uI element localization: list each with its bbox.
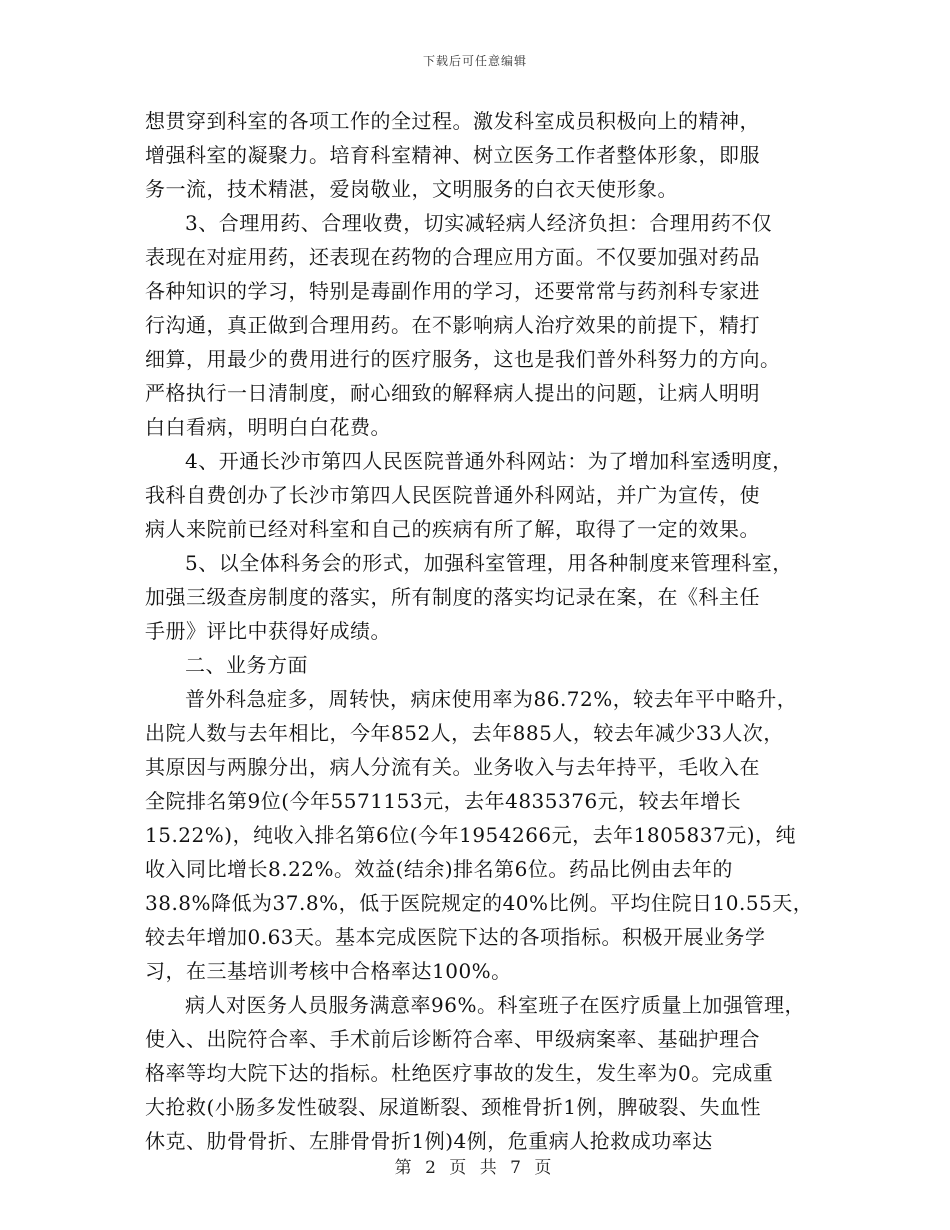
text-line: 手册》评比中获得好成绩。 xyxy=(145,619,391,643)
text-line: 各种知识的学习，特别是毒副作用的学习，还要常常与药剂科专家进 xyxy=(145,279,760,303)
text-line: 其原因与两腺分出，病人分流有关。业务收入与去年持平，毛收入在 xyxy=(145,755,760,779)
text-line: 格率等均大院下达的指标。杜绝医疗事故的发生，发生率为0。完成重 xyxy=(145,1061,774,1085)
text-line: 病人来院前已经对科室和自己的疾病有所了解，取得了一定的效果。 xyxy=(145,517,760,541)
text-line: 5、以全体科务会的形式，加强科室管理，用各种制度来管理科室， xyxy=(185,551,793,575)
text-line: 使入、出院符合率、手术前后诊断符合率、甲级病案率、基础护理合 xyxy=(145,1027,760,1051)
text-line: 病人对医务人员服务满意率96%。科室班子在医疗质量上加强管理， xyxy=(185,993,805,1017)
text-line: 想贯穿到科室的各项工作的全过程。激发科室成员积极向上的精神， xyxy=(145,109,760,133)
text-line: 全院排名第9位(今年5571153元，去年4835376元，较去年增长 xyxy=(145,789,742,813)
text-line: 出院人数与去年相比，今年852人，去年885人，较去年减少33人次， xyxy=(145,721,784,745)
text-line: 加强三级查房制度的落实，所有制度的落实均记录在案，在《科主任 xyxy=(145,585,760,609)
text-line: 我科自费创办了长沙市第四人民医院普通外科网站，并广为宣传，使 xyxy=(145,483,760,507)
text-line: 普外科急症多，周转快，病床使用率为86.72%，较去年平中略升， xyxy=(185,687,798,711)
text-line: 增强科室的凝聚力。培育科室精神、树立医务工作者整体形象，即服 xyxy=(145,143,760,167)
document-body xyxy=(145,104,835,1158)
text-line: 务一流，技术精湛，爱岗敬业，文明服务的白衣天使形象。 xyxy=(145,177,678,201)
text-line: 较去年增加0.63天。基本完成医院下达的各项指标。积极开展业务学 xyxy=(145,925,766,949)
text-line: 表现在对症用药，还表现在药物的合理应用方面。不仅要加强对药品 xyxy=(145,245,760,269)
text-line: 休克、肋骨骨折、左腓骨骨折1例)4例，危重病人抢救成功率达 xyxy=(145,1129,713,1153)
text-line: 38.8%降低为37.8%，低于医院规定的40%比例。平均住院日10.55天， xyxy=(145,891,814,915)
text-line: 大抢救(小肠多发性破裂、尿道断裂、颈椎骨折1例，脾破裂、失血性 xyxy=(145,1095,762,1119)
text-line: 习，在三基培训考核中合格率达100%。 xyxy=(145,959,512,983)
text-line: 15.22%)，纯收入排名第6位(今年1954266元，去年1805837元)，纯 xyxy=(145,823,797,847)
text-line: 严格执行一日清制度，耐心细致的解释病人提出的问题，让病人明明 xyxy=(145,381,760,405)
text-line: 细算，用最少的费用进行的医疗服务，这也是我们普外科努力的方向。 xyxy=(145,347,781,371)
text-line: 收入同比增长8.22%。效益(结余)排名第6位。药品比例由去年的 xyxy=(145,857,733,881)
text-line: 二、业务方面 xyxy=(185,653,308,677)
text-line: 白白看病，明明白白花费。 xyxy=(145,415,391,439)
text-line: 行沟通，真正做到合理用药。在不影响病人治疗效果的前提下，精打 xyxy=(145,313,760,337)
page-header: 下载后可任意编辑 xyxy=(422,54,527,68)
text-line: 3、合理用药、合理收费，切实减轻病人经济负担：合理用药不仅 xyxy=(185,211,773,235)
text-line: 4、开通长沙市第四人民医院普通外科网站：为了增加科室透明度， xyxy=(185,449,793,473)
page-number: 第 2 页 共 7 页 xyxy=(394,1158,556,1178)
